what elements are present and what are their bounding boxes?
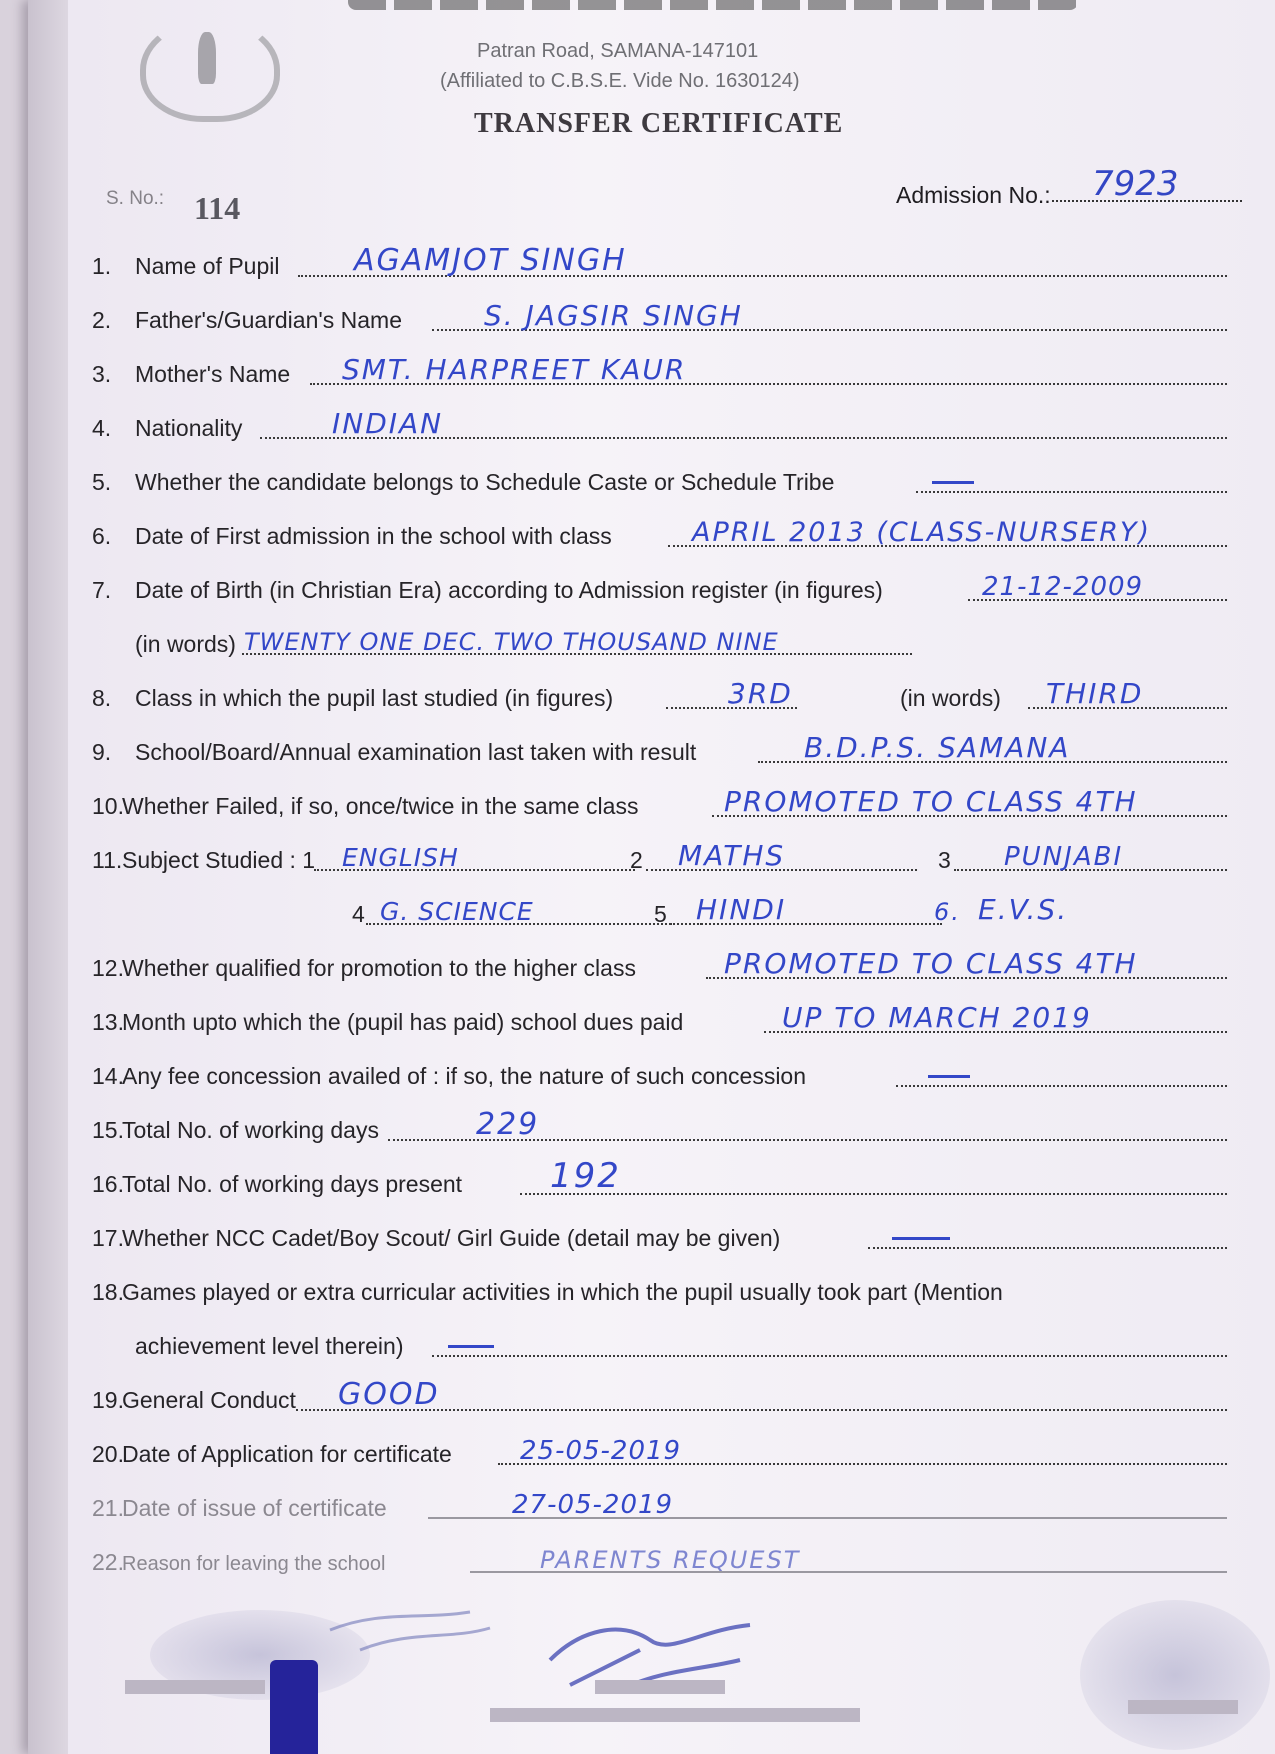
handwritten-value: SMT. HARPREET KAUR [342, 353, 687, 386]
field-number: 4. [92, 415, 112, 441]
handwritten-value: PROMOTED TO CLASS 4TH [724, 947, 1138, 980]
handwritten-value: HINDI [696, 893, 787, 926]
field-games [92, 1274, 1227, 1306]
field-subjects-row2 [92, 893, 1092, 928]
signature-caption-center-line2 [490, 1708, 860, 1722]
field-issue-date [92, 1490, 1227, 1522]
field-label: Whether Failed, if so, once/twice in the same class [122, 793, 639, 819]
field-father-name [92, 299, 1227, 334]
handwritten-value: UP TO MARCH 2019 [782, 1001, 1092, 1034]
handwritten-value: 25-05-2019 [520, 1436, 682, 1466]
handwritten-value: GOOD [338, 1377, 440, 1412]
field-caste [92, 464, 1227, 496]
field-label: 4 [352, 901, 365, 927]
handwritten-value: PROMOTED TO CLASS 4TH [724, 785, 1138, 818]
field-ncc [92, 1220, 1227, 1252]
field-label: (in words) [900, 685, 1001, 711]
field-number: 20. [92, 1441, 124, 1467]
signature-caption-center [595, 1680, 725, 1694]
handwritten-value: E.V.S. [978, 893, 1069, 926]
field-reason-leaving [92, 1544, 1227, 1576]
handwritten-value: 27-05-2019 [512, 1490, 674, 1520]
field-number: 21. [92, 1495, 124, 1521]
field-label: Subject Studied : 1 [122, 847, 316, 873]
handwritten-value: TWENTY ONE DEC. TWO THOUSAND NINE [244, 628, 779, 656]
handwritten-value: APRIL 2013 (CLASS-NURSERY) [692, 517, 1152, 548]
handwritten-value: PARENTS REQUEST [540, 1546, 801, 1574]
field-label: 3 [938, 847, 951, 873]
field-number: 12. [92, 955, 124, 981]
field-label: Name of Pupil [135, 253, 280, 279]
nil-dash [892, 1237, 950, 1240]
field-number: 3. [92, 361, 112, 387]
field-label: Father's/Guardian's Name [135, 307, 403, 333]
handwritten-value: 229 [476, 1107, 540, 1142]
binder-clip [270, 1660, 318, 1754]
field-mother-name [92, 353, 1227, 388]
field-number: 14. [92, 1063, 124, 1089]
field-number: 7. [92, 577, 112, 603]
handwritten-value: ENGLISH [342, 843, 459, 872]
signature-caption-right [1128, 1700, 1238, 1714]
field-subjects [92, 839, 1227, 874]
handwritten-value: MATHS [678, 839, 786, 872]
field-number: 11. [92, 847, 123, 873]
handwritten-value: B.D.P.S. SAMANA [804, 731, 1071, 764]
field-general-conduct [92, 1377, 1227, 1414]
field-number: 13. [92, 1009, 124, 1035]
field-number: 8. [92, 685, 112, 711]
field-number: 22. [92, 1549, 124, 1575]
document-title: TRANSFER CERTIFICATE [474, 108, 844, 139]
field-label: Nationality [135, 415, 243, 441]
field-label: (in words) [135, 631, 236, 657]
field-label: Any fee concession availed of : if so, the nature of such concession [122, 1063, 807, 1089]
handwritten-value: 3RD [728, 677, 793, 710]
field-label: 2 [630, 847, 643, 873]
field-label: Total No. of working days [122, 1117, 379, 1143]
dotted-line [432, 1355, 1227, 1357]
field-label: Mother's Name [135, 361, 291, 387]
field-dues-paid [92, 1001, 1227, 1036]
field-number: 9. [92, 739, 112, 765]
handwritten-value: PUNJABI [1004, 842, 1124, 872]
serial-number-label: S. No.: [106, 188, 165, 209]
field-label: achievement level therein) [135, 1333, 404, 1359]
field-last-exam [92, 731, 1227, 766]
handwritten-value: 6. [934, 898, 961, 926]
field-label: Total No. of working days present [122, 1171, 463, 1197]
field-label: Date of Birth (in Christian Era) according to Admission register (in figures) [135, 577, 883, 603]
signature-caption-left [125, 1680, 265, 1694]
field-label: Class in which the pupil last studied (in figures) [135, 685, 614, 711]
field-number: 5. [92, 469, 112, 495]
field-label: 5 [654, 901, 667, 927]
field-label: General Conduct [122, 1387, 296, 1413]
field-label: Whether NCC Cadet/Boy Scout/ Girl Guide (detail may be given) [122, 1225, 781, 1251]
field-number: 15. [92, 1117, 124, 1143]
field-label: Date of Application for certificate [122, 1441, 452, 1467]
field-qualified [92, 947, 1227, 982]
dotted-line [916, 491, 1227, 493]
field-games-continued [92, 1328, 1227, 1360]
field-number: 1. [92, 253, 112, 279]
field-fee-concession [92, 1058, 1227, 1090]
admission-number-value: 7923 [1092, 164, 1179, 204]
handwritten-value: G. SCIENCE [380, 897, 534, 926]
field-label: Whether qualified for promotion to the higher class [122, 955, 636, 981]
school-emblem-icon [140, 18, 280, 122]
field-failed [92, 785, 1227, 820]
school-address: Patran Road, SAMANA-147101 [477, 40, 759, 62]
school-affiliation: (Affiliated to C.B.S.E. Vide No. 1630124) [440, 70, 800, 92]
dotted-line [868, 1247, 1227, 1249]
field-number: 17. [92, 1225, 124, 1251]
nil-dash [448, 1345, 494, 1348]
school-name-banner [348, 0, 1078, 10]
admission-number-label: Admission No.: [896, 182, 1051, 208]
field-number: 10. [92, 793, 124, 819]
field-nationality [92, 407, 1227, 442]
field-number: 16. [92, 1171, 124, 1197]
field-label: Date of issue of certificate [122, 1495, 387, 1521]
field-label: Whether the candidate belongs to Schedule Caste or Schedule Tribe [135, 469, 835, 495]
serial-number-value: 114 [194, 190, 241, 226]
dotted-line [896, 1085, 1227, 1087]
nil-dash [932, 481, 974, 484]
binding-edge [28, 0, 68, 1754]
field-working-days [92, 1107, 1227, 1144]
field-first-admission [92, 518, 1227, 550]
field-label: Month upto which the (pupil has paid) school dues paid [122, 1009, 684, 1035]
field-last-class [92, 677, 1227, 712]
dotted-line [520, 1193, 1227, 1195]
field-label: School/Board/Annual examination last taken with result [135, 739, 697, 765]
field-label: Games played or extra curricular activities in which the pupil usually took part (Mention [122, 1279, 1003, 1305]
field-application-date [92, 1436, 1227, 1468]
field-dob-in-words [92, 626, 912, 658]
handwritten-value: 21-12-2009 [982, 572, 1144, 602]
handwritten-value: THIRD [1046, 677, 1144, 710]
field-number: 6. [92, 523, 112, 549]
field-number: 2. [92, 307, 112, 333]
handwritten-value: AGAMJOT SINGH [354, 243, 627, 278]
nil-dash [928, 1075, 970, 1078]
handwritten-value: INDIAN [332, 407, 444, 440]
stamp-smudge [1080, 1600, 1270, 1750]
handwritten-value: 192 [550, 1156, 621, 1196]
field-date-of-birth [92, 572, 1227, 604]
field-number: 19. [92, 1387, 124, 1413]
field-label: Reason for leaving the school [122, 1553, 386, 1575]
handwritten-value: S. JAGSIR SINGH [484, 299, 743, 332]
field-name-of-pupil [92, 243, 1227, 280]
field-label: Date of First admission in the school with class [135, 523, 612, 549]
field-days-present [92, 1156, 1227, 1198]
field-number: 18. [92, 1279, 124, 1305]
